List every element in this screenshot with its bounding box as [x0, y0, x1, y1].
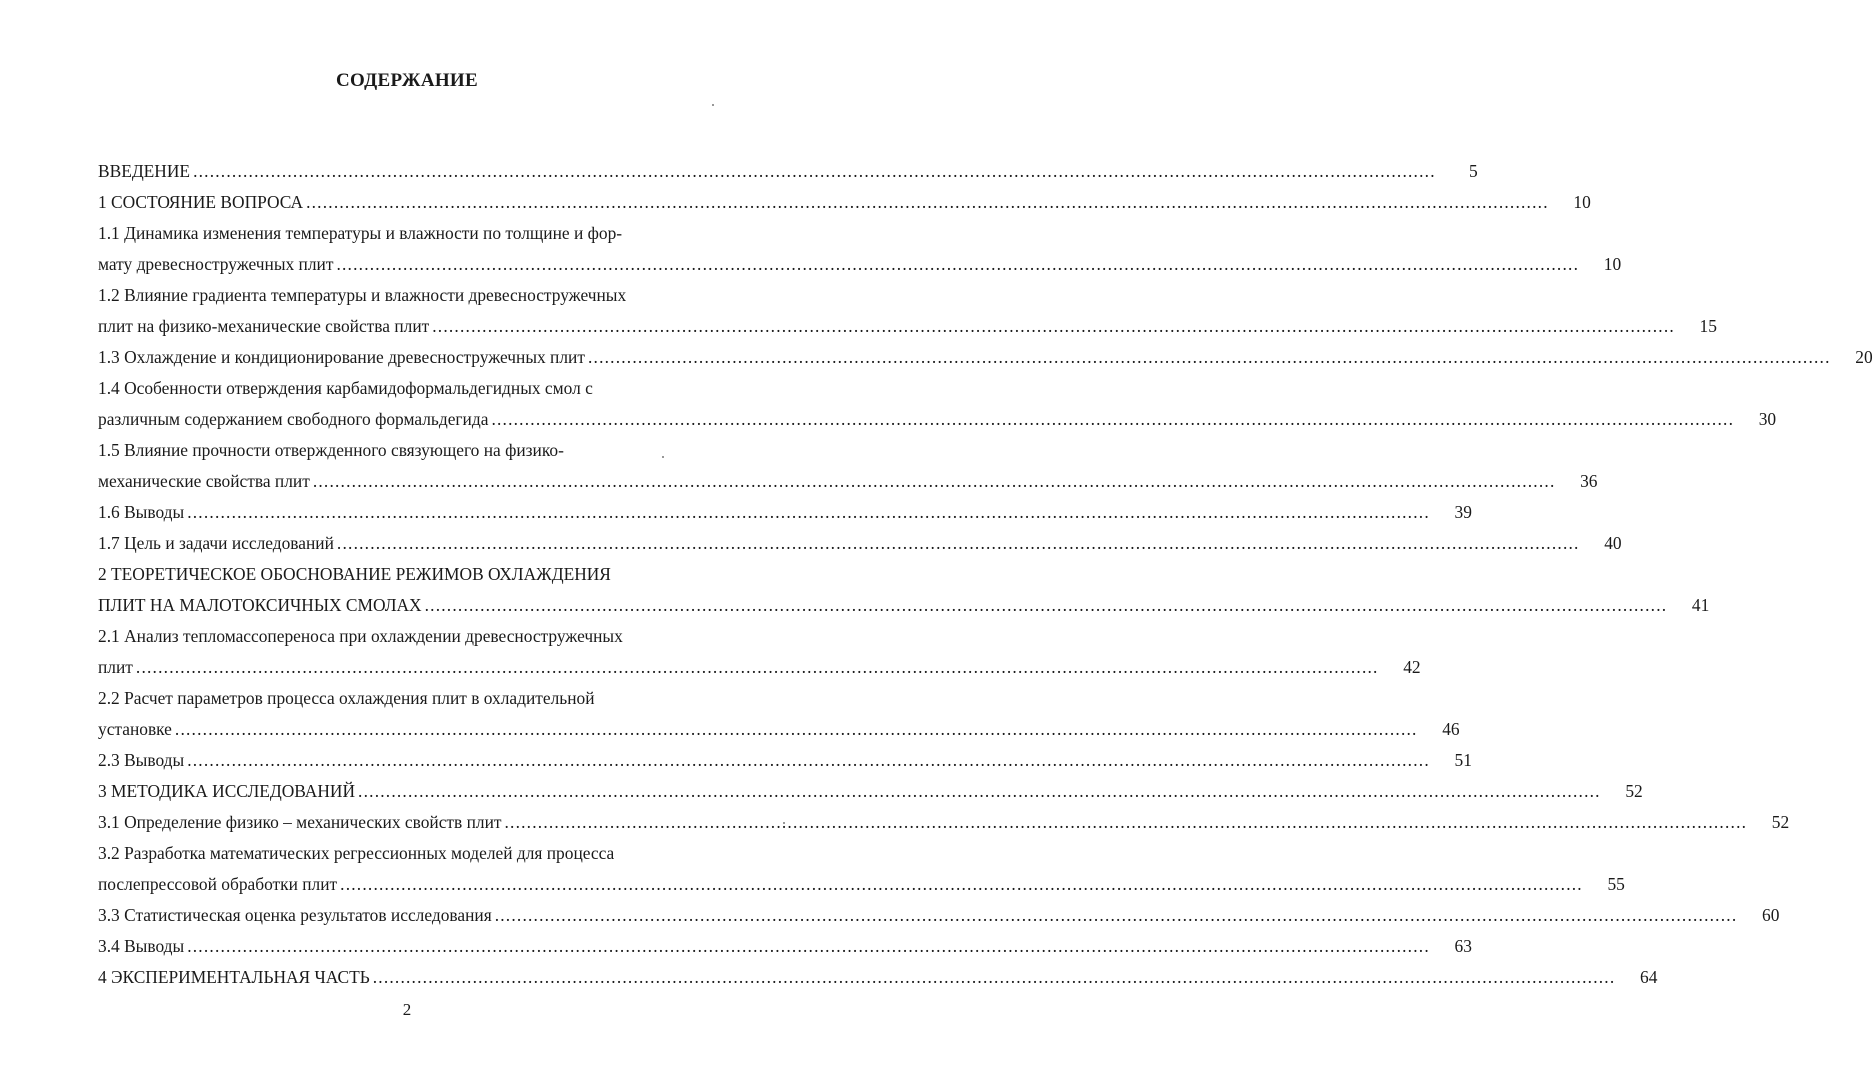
toc-entry	[98, 435, 1598, 497]
toc-entry-page: 30	[1758, 409, 1777, 429]
toc-entry	[98, 342, 1873, 373]
toc-entry-text: 2.2 Расчет параметров процесса охлаждения плит в охладительной	[98, 688, 595, 708]
page-number: 2	[402, 1000, 412, 1019]
toc-entry-page: 60	[1762, 905, 1780, 925]
toc-entry-text: механические свойства плит	[98, 471, 310, 491]
toc-entry-page: 36	[1580, 471, 1598, 491]
toc-entry-line	[98, 187, 1591, 218]
dot-leader	[491, 404, 1734, 435]
toc-entry-line	[98, 714, 1460, 745]
toc-entry-text: плит на физико-механические свойства плит	[98, 316, 430, 336]
toc-entry-text: 1.4 Особенности отверждения карбамидоформальдегидных смол с	[98, 378, 593, 398]
toc-entry-text: различным содержанием свободного формальдегида	[98, 409, 489, 429]
page-title: СОДЕРЖАНИЕ	[336, 70, 478, 91]
dot-leader	[340, 869, 1583, 900]
dot-leader	[313, 466, 1556, 497]
toc-entry-line	[98, 156, 1478, 187]
toc-entry-line	[98, 528, 1622, 559]
dot-leader	[306, 187, 1549, 218]
scan-speck	[783, 822, 785, 824]
toc-entry-text: 1.2 Влияние градиента температуры и влажности древесностружечных	[98, 285, 627, 305]
toc-entry-line	[98, 869, 1625, 900]
toc-entry-text: 1.1 Динамика изменения температуры и влажности по толщине и фор-	[98, 223, 623, 243]
toc-entry	[98, 838, 1625, 900]
toc-entry-page: 10	[1573, 192, 1591, 212]
dot-leader	[432, 311, 1675, 342]
toc-entry-page: 40	[1604, 533, 1622, 553]
toc-entry	[98, 559, 1710, 621]
dot-leader	[337, 528, 1580, 559]
toc-entry-text: установке	[98, 719, 172, 739]
toc-entry	[98, 621, 1421, 683]
toc-entry-text: 3.3 Статистическая оценка результатов исследования	[98, 905, 492, 925]
toc-entry-line	[98, 776, 1643, 807]
toc-entry-text: 3.4 Выводы	[98, 936, 185, 956]
toc-entry-text: 2.3 Выводы	[98, 750, 185, 770]
toc-entry-line	[98, 590, 1710, 621]
toc-entry-line	[98, 311, 1717, 342]
toc-entry	[98, 745, 1472, 776]
toc-entry	[98, 776, 1643, 807]
toc-entry	[98, 807, 1790, 838]
dot-leader	[136, 652, 1379, 683]
toc-entry	[98, 187, 1591, 218]
toc-entry-text: 1 СОСТОЯНИЕ ВОПРОСА	[98, 192, 304, 212]
toc-entry	[98, 497, 1472, 528]
toc-entry	[98, 683, 1460, 745]
toc-entry-text: 1.5 Влияние прочности отвержденного связующего на физико-	[98, 440, 564, 460]
toc-entry-page: 64	[1640, 967, 1658, 987]
dot-leader	[187, 497, 1430, 528]
toc-entry	[98, 156, 1478, 187]
toc-entry-line	[98, 249, 1622, 280]
toc-entry-line	[98, 466, 1598, 497]
toc-entry-page: 42	[1403, 657, 1421, 677]
toc-entry-line	[98, 497, 1472, 528]
toc-entry	[98, 373, 1777, 435]
toc-entry-line	[98, 900, 1780, 931]
toc-entry-text: 3.1 Определение физико – механических свойств плит	[98, 812, 502, 832]
toc-entry-text: 3 МЕТОДИКА ИССЛЕДОВАНИЙ	[98, 781, 356, 801]
toc-entry-page: 15	[1699, 316, 1717, 336]
toc-entry-text: 1.6 Выводы	[98, 502, 185, 522]
toc-entry-page: 20	[1855, 347, 1873, 367]
toc-entry-line	[98, 652, 1421, 683]
dot-leader	[187, 745, 1430, 776]
toc-entry	[98, 280, 1717, 342]
toc-entry-line	[98, 962, 1658, 993]
toc-entry-page: 51	[1454, 750, 1472, 770]
toc-entry-line	[98, 342, 1873, 373]
toc-entry-page: 52	[1625, 781, 1643, 801]
toc-entry-text: 1.3 Охлаждение и кондиционирование древесностружечных плит	[98, 347, 585, 367]
toc-entry-page: 41	[1691, 595, 1710, 615]
toc-entry-line	[98, 745, 1472, 776]
toc-entry-page: 46	[1442, 719, 1460, 739]
toc-entry-text: ПЛИТ НА МАЛОТОКСИЧНЫХ СМОЛАХ	[98, 595, 422, 615]
dot-leader	[588, 342, 1831, 373]
toc-entry	[98, 528, 1622, 559]
table-of-contents	[98, 156, 1873, 993]
toc-entry	[98, 900, 1780, 931]
toc-entry	[98, 218, 1622, 280]
scan-speck	[662, 456, 664, 458]
dot-leader	[187, 931, 1430, 962]
toc-entry-page: 52	[1771, 812, 1790, 832]
dot-leader	[495, 900, 1738, 931]
toc-entry-text: 3.2 Разработка математических регрессионных моделей для процесса	[98, 843, 615, 863]
toc-entry-line	[98, 404, 1777, 435]
toc-entry	[98, 962, 1658, 993]
toc-entry-line	[98, 931, 1472, 962]
toc-entry-text: плит	[98, 657, 133, 677]
toc-entry-text: 4 ЭКСПЕРИМЕНТАЛЬНАЯ ЧАСТЬ	[98, 967, 370, 987]
toc-entry-page: 63	[1454, 936, 1472, 956]
toc-entry-text: 1.7 Цель и задачи исследований	[98, 533, 334, 553]
toc-entry-page: 10	[1603, 254, 1622, 274]
toc-entry-text: мату древесностружечных плит	[98, 254, 334, 274]
dot-leader	[504, 807, 1747, 838]
toc-entry-page: 55	[1607, 874, 1625, 894]
dot-leader	[373, 962, 1616, 993]
dot-leader	[336, 249, 1579, 280]
toc-entry-text: 2 ТЕОРЕТИЧЕСКОЕ ОБОСНОВАНИЕ РЕЖИМОВ ОХЛАЖДЕНИЯ	[98, 564, 611, 584]
dot-leader	[175, 714, 1418, 745]
toc-entry-text: послепрессовой обработки плит	[98, 874, 338, 894]
toc-entry	[98, 931, 1472, 962]
toc-entry-text: ВВЕДЕНИЕ	[98, 161, 191, 181]
scan-speck	[712, 104, 714, 106]
toc-entry-page: 5	[1469, 161, 1478, 181]
dot-leader	[358, 776, 1601, 807]
toc-entry-line	[98, 807, 1790, 838]
toc-entry-page: 39	[1454, 502, 1472, 522]
dot-leader	[425, 590, 1668, 621]
toc-entry-text: 2.1 Анализ тепломассопереноса при охлаждении древесностружечных	[98, 626, 623, 646]
dot-leader	[193, 156, 1436, 187]
